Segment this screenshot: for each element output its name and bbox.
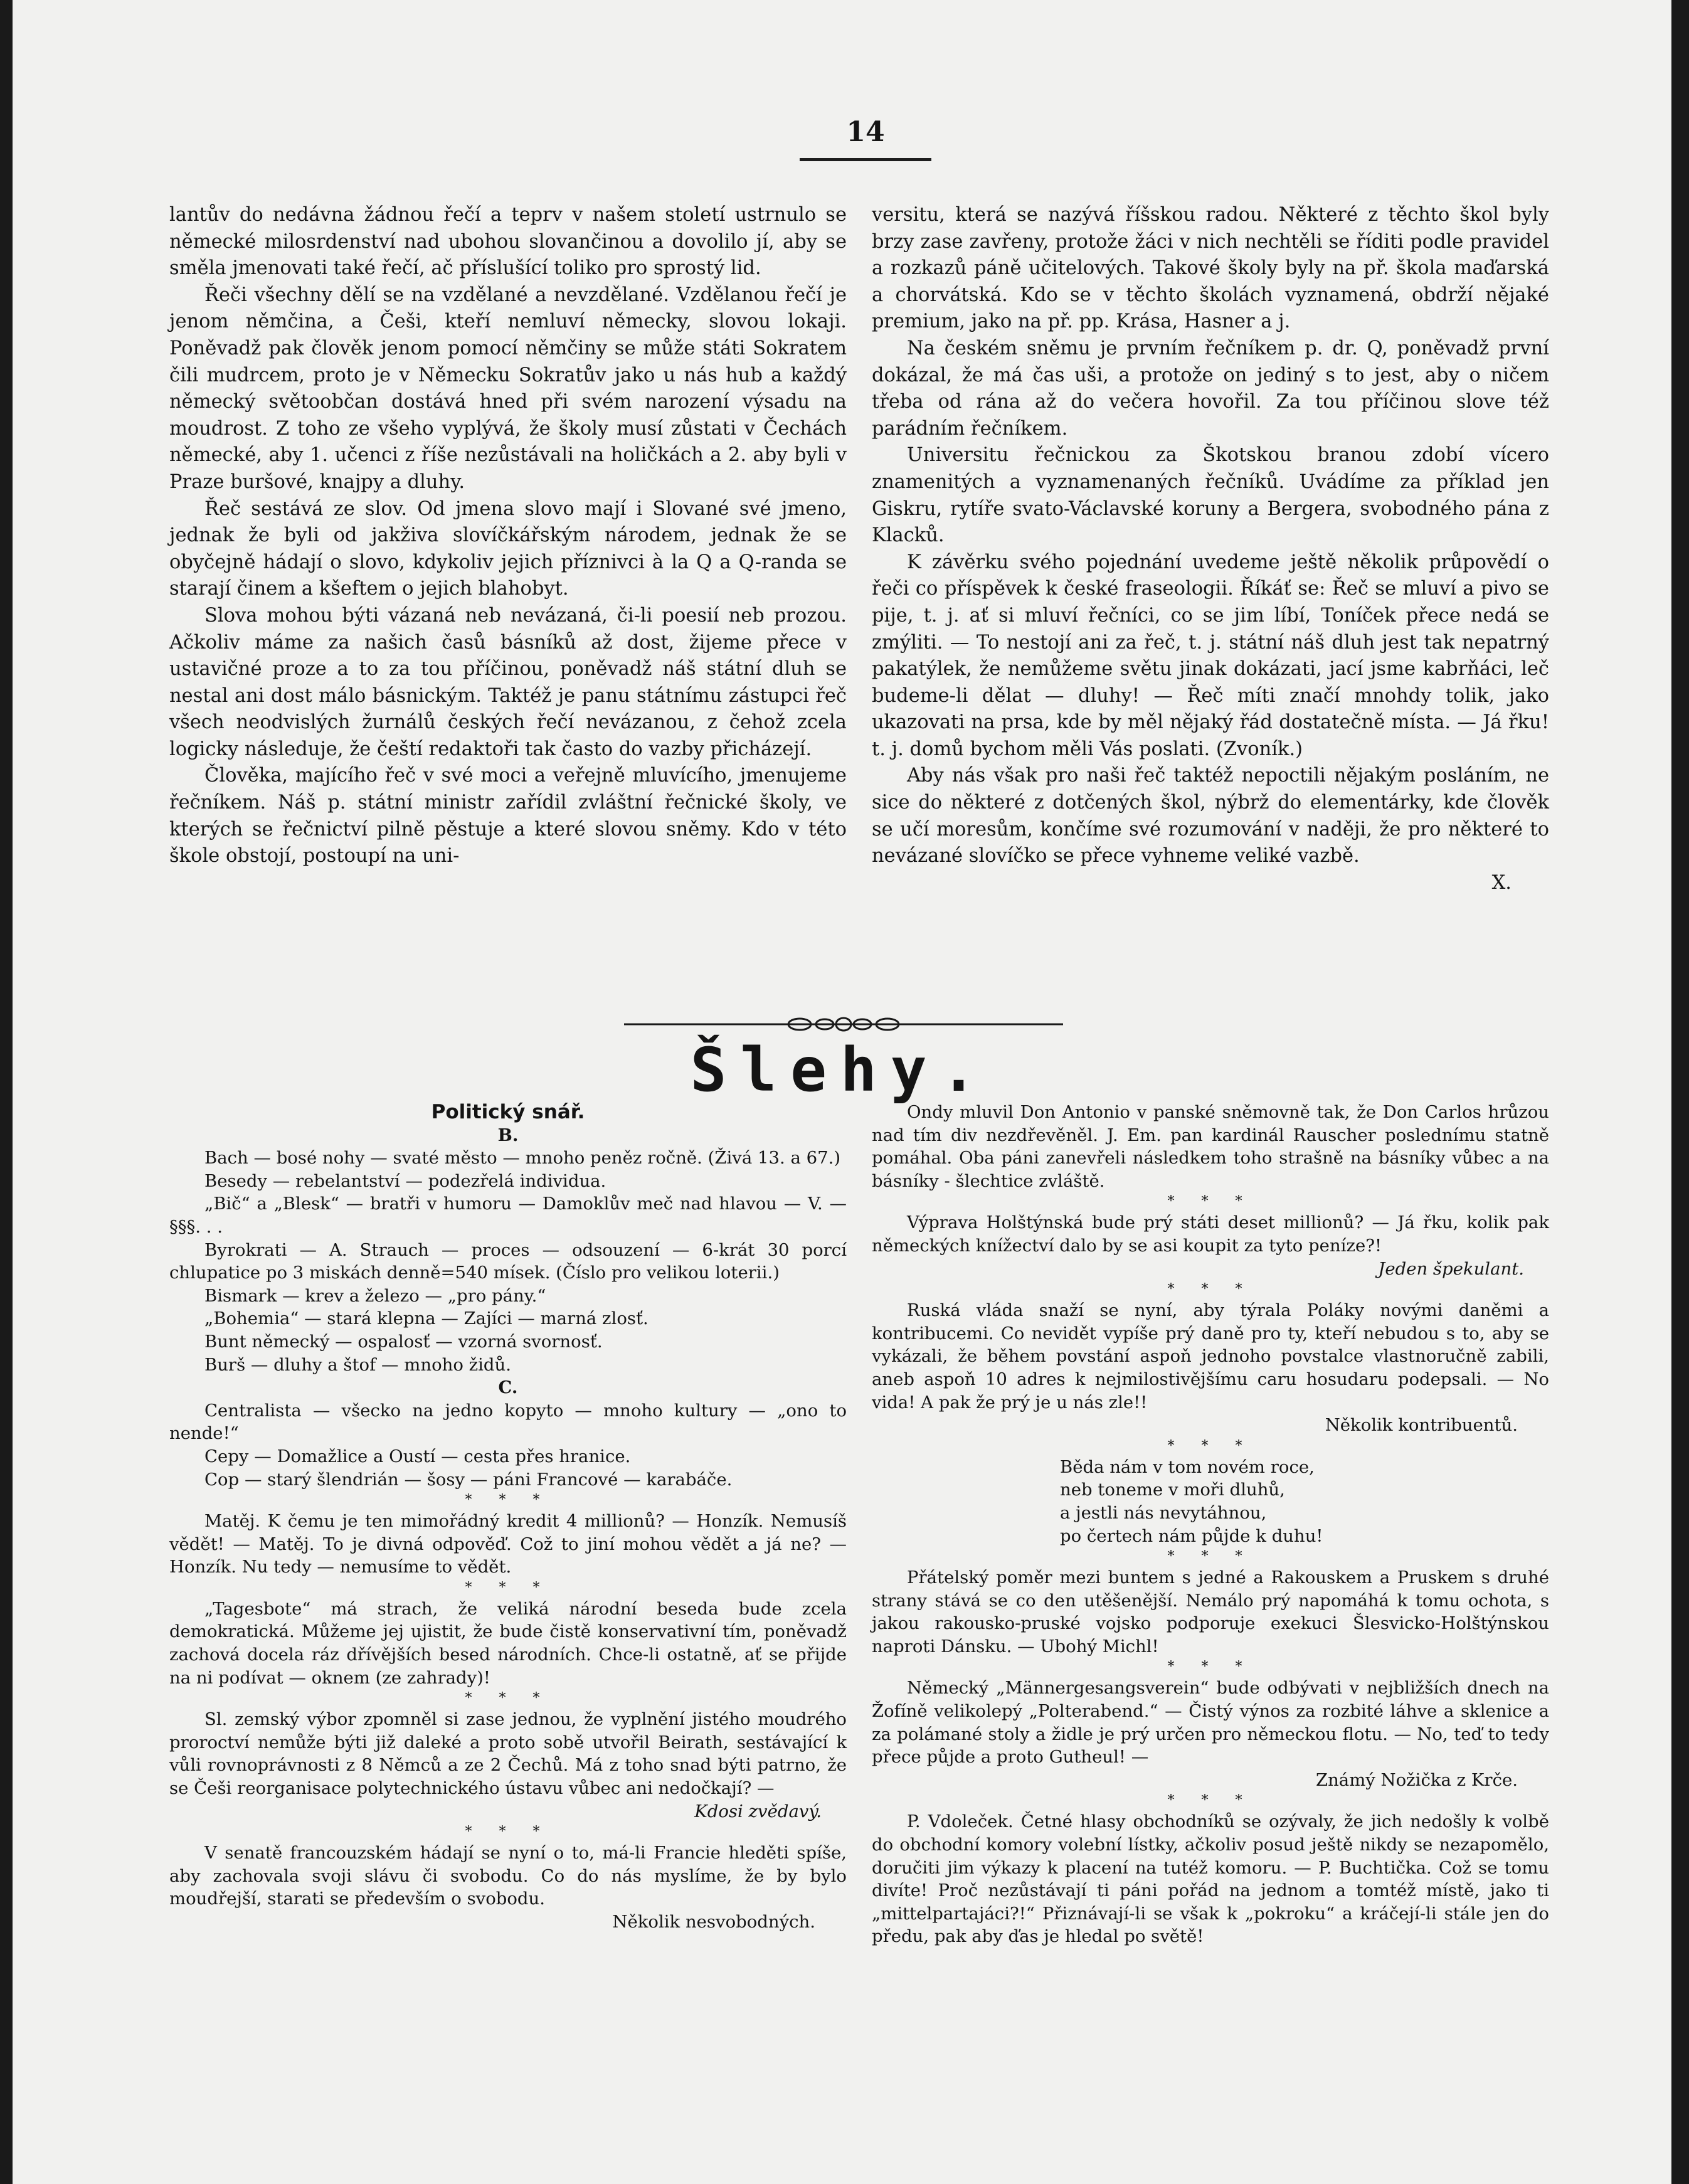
news-item: P. Vdoleček. Četné hlasy obchodníků se ozývaly, že jich nedošly k volbě do obchodní komory volební lístky, ačkoliv posud ještě nikdy se nezapomělo, doručiti jim výkazy k placení na tutéž komoru. — P. Buchtička. Což se tomu divíte! Proč nezůstávají ti páni pořád na jednom a tomtéž místě, jako ti „mittelpartajáci?!“ Přiznávají-li se však k „pokroku“ a kráčejí-li stále jen do předu, pak aby ďas je hledal po světě!	[872, 1811, 1549, 1947]
star-separator: * * *	[465, 1690, 551, 1707]
poem-line: Běda nám v tom novém roce,	[1060, 1456, 1315, 1477]
item-signature: Několik nesvobodných.	[612, 1912, 815, 1932]
article-left-column	[169, 202, 847, 870]
poem-line: neb toneme v moři dluhů,	[1060, 1480, 1285, 1500]
item-signature: Jeden špekulant.	[1378, 1258, 1524, 1279]
snar-entry: Centralista — všecko na jedno kopyto — mnoho kultury — „ono to nende!“	[169, 1400, 847, 1444]
star-separator: * * *	[465, 1579, 551, 1596]
paragraph: Aby nás však pro naši řeč taktéž nepoctili nějakým posláním, ne sice do některé z dotčených škol, nýbrž do elementárky, kde člověk se učí moresům, končíme své rozumování v naději, že pro některé to nevázané slovíčko se přece vyhneme veliké vazbě.	[872, 765, 1549, 867]
news-item: Přátelský poměr mezi buntem s jedné a Rakouskem a Pruskem s druhé strany stává se co den utěšenější. Nemálo prý napomáhá k tomu ochota, s jakou rakousko-pruské vojsko podporuje exekuci Šlesvicko-Holštýnskou naproti Dánsku. — Ubohý Michl!	[872, 1567, 1549, 1657]
snar-entry: Burš — dluhy a štof — mnoho židů.	[204, 1354, 511, 1375]
ornament-divider	[624, 1016, 1063, 1032]
item-signature: Několik kontribuentů.	[1325, 1415, 1518, 1436]
snar-letter-b: B.	[497, 1125, 519, 1145]
star-separator: * * *	[1167, 1194, 1254, 1210]
snar-entry: Bunt německý — ospalosť — vzorná svornosť.	[204, 1331, 603, 1352]
slehy-left-column	[169, 1101, 847, 1934]
page-number-rule	[800, 158, 931, 161]
snar-entry: Cepy — Domažlice a Oustí — cesta přes hranice.	[204, 1446, 631, 1466]
snar-entry: Besedy — rebelantství — podezřelá individua.	[204, 1170, 606, 1191]
news-item: V senatě francouzském hádají se nyní o to, má-li Francie hleděti spíše, aby zachovala svoji slávu či svobodu. Co do nás myslíme, že by bylo moudřejší, starati se především o svobodu.	[169, 1843, 847, 1909]
news-item: Ondy mluvil Don Antonio v panské sněmovně tak, že Don Carlos hrůzou nad tím div nezdřevěněl. J. Em. pan kardinál Rauscher poslednímu statně pomáhal. Oba páni zanevřeli následkem toho strašně na básníky vůbec a na básníky - šlechtice zvláště.	[872, 1102, 1549, 1191]
star-separator: * * *	[465, 1824, 551, 1840]
snar-entry: Bismark — krev a železo — „pro pány.“	[204, 1285, 546, 1306]
snar-entry: Bach — bosé nohy — svaté město — mnoho peněz ročně. (Živá 13. a 67.)	[204, 1148, 841, 1169]
poem-line: a jestli nás nevytáhnou,	[1060, 1502, 1267, 1523]
paragraph: versitu, která se nazývá říšskou radou. Některé z těchto škol byly brzy zase zavřeny, protože žáci v nich nechtěli se říditi podle pravidel a rozkazů páně učitelových. Takové školy byly na př. škola maďarská a chorvátská. Kdo se v těchto školách vyznamená, obdrží nějaké premium, jako na př. pp. Krása, Hasner a j.	[872, 204, 1549, 333]
star-separator: * * *	[1167, 1281, 1254, 1298]
poem-line: po čertech nám půjde k duhu!	[1060, 1525, 1323, 1546]
snar-entry: Cop — starý šlendrián — šosy — páni Francové — karabáče.	[204, 1469, 733, 1490]
page-number: 14	[846, 116, 885, 148]
paragraph: Řeč sestává ze slov. Od jmena slovo mají i Slované své jmeno, jednak že byli od jakživa slovíčkářským národem, jednak že se obyčejně hádají o slovo, kdykoliv jejich příznivci à la Q a Q-randa se starají činem a kšeftem o jejich blahobyt.	[169, 497, 847, 600]
snar-entry: „Bič“ a „Blesk“ — bratři v humoru — Damoklův meč nad hlavou — V. — §§§. . .	[169, 1194, 847, 1237]
news-item: Matěj. K čemu je ten mimořádný kredit 4 millionů? — Honzík. Nemusíš vědět! — Matěj. To je divná odpověď. Což to jiní mohou vědět a já ne? — Honzík. Nu tedy — nemusíme to vědět.	[169, 1511, 847, 1577]
snar-entry: „Bohemia“ — stará klepna — Zajíci — marná zlosť.	[204, 1308, 649, 1329]
newspaper-page	[13, 0, 1671, 2184]
news-item: Výprava Holštýnská bude prý státi deset millionů? — Já řku, kolik pak německých knížectví dalo by se asi koupit za tyto peníze?!	[872, 1212, 1549, 1256]
snar-heading: Politický snář.	[431, 1101, 585, 1123]
snar-letter-c: C.	[498, 1377, 518, 1398]
section-title: Šlehy.	[690, 1035, 991, 1105]
paragraph: Universitu řečnickou za Škotskou branou zdobí vícero znamenitých a vyznamenaných řečníků. Uvádíme za příklad jen Giskru, rytíře svato-Václavské koruny a Bergera, svobodného pána z Klacků.	[872, 444, 1549, 547]
news-item: Sl. zemský výbor zpomněl si zase jednou, že vyplnění jistého moudrého proroctví nemůže býti již daleké a proto sobě utvořil Beirath, sestávající k vůli rovnoprávnosti z 8 Němců a ze 2 Čechů. Má z toho snad býti patrno, že se Češi reorganisace polytechnického ústavu vůbec ani nedočkají? —	[169, 1709, 847, 1799]
star-separator: * * *	[1167, 1659, 1254, 1675]
star-separator: * * *	[465, 1492, 551, 1508]
star-separator: * * *	[1167, 1549, 1254, 1565]
paragraph: Slova mohou býti vázaná neb nevázaná, či-li poesií neb prozou. Ačkoliv máme za našich časů básníků až dost, žijeme přece v ustavičné proze a to za tou příčinou, poněvadž náš státní dluh se nestal ani dost málo básnickým. Taktéž je panu státnímu zástupci řeč všech neodvislých žurnálů českých řečí nevázanou, z čehož zcela logicky následuje, že čeští redaktoři tak často do vazby přicházejí.	[169, 604, 847, 760]
slehy-right-column	[872, 1101, 1549, 1948]
paragraph: lantův do nedávna žádnou řečí a teprv v našem století ustrnulo se německé milosrdenství nad ubohou slovančinou a dovolilo jí, aby se směla jmenovati také řečí, ač příslušící toliko pro sprostý lid.	[169, 204, 847, 280]
news-item: „Tagesbote“ má strach, že veliká národní beseda bude zcela demokratická. Můžeme jej ujistit, že bude čistě konservativní tím, poněvadž zachová docela ráz dřívějších besed národních. Chce-li ostatně, ať se přijde na ni podívat — oknem (ze zahrady)!	[169, 1598, 847, 1688]
news-item: Německý „Männergesangsverein“ bude odbývati v nejbližších dnech na Žofíně velikolepý „Polterabend.“ — Čistý výnos za rozbité láhve a sklenice a za polámané stoly a židle je prý určen pro německou flotu. — No, teď to tedy přece půjde a proto Gutheul! —	[872, 1678, 1549, 1768]
paragraph: Na českém sněmu je prvním řečníkem p. dr. Q, poněvadž první dokázal, že má čas uši, a protože on jediný s to jest, aby o ničem třeba od rána až do večera hovořil. Za tou příčinou slove též parádním řečníkem.	[872, 337, 1549, 440]
paragraph: K závěrku svého pojednání uvedeme ještě několik průpovědí o řeči co příspěvek k české fraseologii. Říkáť se: Řeč se mluví a pivo se pije, t. j. ať si mluví řečníci, co se jim líbí, Toníček přece nedá se zmýliti. — To nestojí ani za řeč, t. j. státní náš dluh jest tak nepatrný pakatýlek, že nemůžeme světu jinak dokázati, jací jsme kabrňáci, leč budeme-li dělat — dluhy! — Řeč míti značí mnohdy tolik, jako ukazovati na prsa, kde by měl nějaký řád dostatečně místa. — Já řku! t. j. domů bychom měli Vás poslati. (Zvoník.)	[872, 551, 1549, 760]
snar-entry: Byrokrati — A. Strauch — proces — odsouzení — 6-krát 30 porcí chlupatice po 3 miskách denně=540 mísek. (Číslo pro velikou loterii.)	[169, 1239, 847, 1283]
star-separator: * * *	[1167, 1793, 1254, 1809]
item-signature: Kdosi zvědavý.	[694, 1801, 822, 1821]
article-right-column	[872, 202, 1549, 896]
item-signature: Známý Nožička z Krče.	[1315, 1769, 1518, 1790]
article-signature: X.	[1491, 871, 1512, 894]
news-item: Ruská vláda snaží se nyní, aby týrala Poláky novými daněmi a kontribucemi. Co nevidět vypíše prý daně pro ty, kteří nebudou s to, aby se vykázali, že během povstání aspoň jednoho povstalce vlastnoručně zabili, aneb aspoň 10 adres k nejmilostivějšímu caru hosudaru podepsali. — No vida! A pak že prý je u nás zle!!	[872, 1300, 1549, 1413]
paragraph: Člověka, majícího řeč v své moci a veřejně mluvícího, jmenujeme řečníkem. Náš p. státní ministr zařídil zvláštní řečnické školy, ve kterých se řečnictví pilně pěstuje a které slovou sněmy. Kdo v této škole obstojí, postoupí na uni-	[169, 765, 847, 867]
star-separator: * * *	[1167, 1438, 1254, 1454]
paragraph: Řeči všechny dělí se na vzdělané a nevzdělané. Vzdělanou řečí je jenom němčina, a Češi, kteří nemluví německy, slovou lokaji. Poněvadž pak člověk jenom pomocí němčiny se může státi Sokratem čili mudrcem, proto je v Německu Sokratův jako u nás hub a každý německý světoobčan dostává hned při svém narození výsadu na moudrost. Z toho ze všeho vyplývá, že školy musí zůstati v Čechách německé, aby 1. učenci z říše nezůstávali na holičkách a 2. aby byli v Praze buršové, knajpy a dluhy.	[169, 284, 847, 493]
